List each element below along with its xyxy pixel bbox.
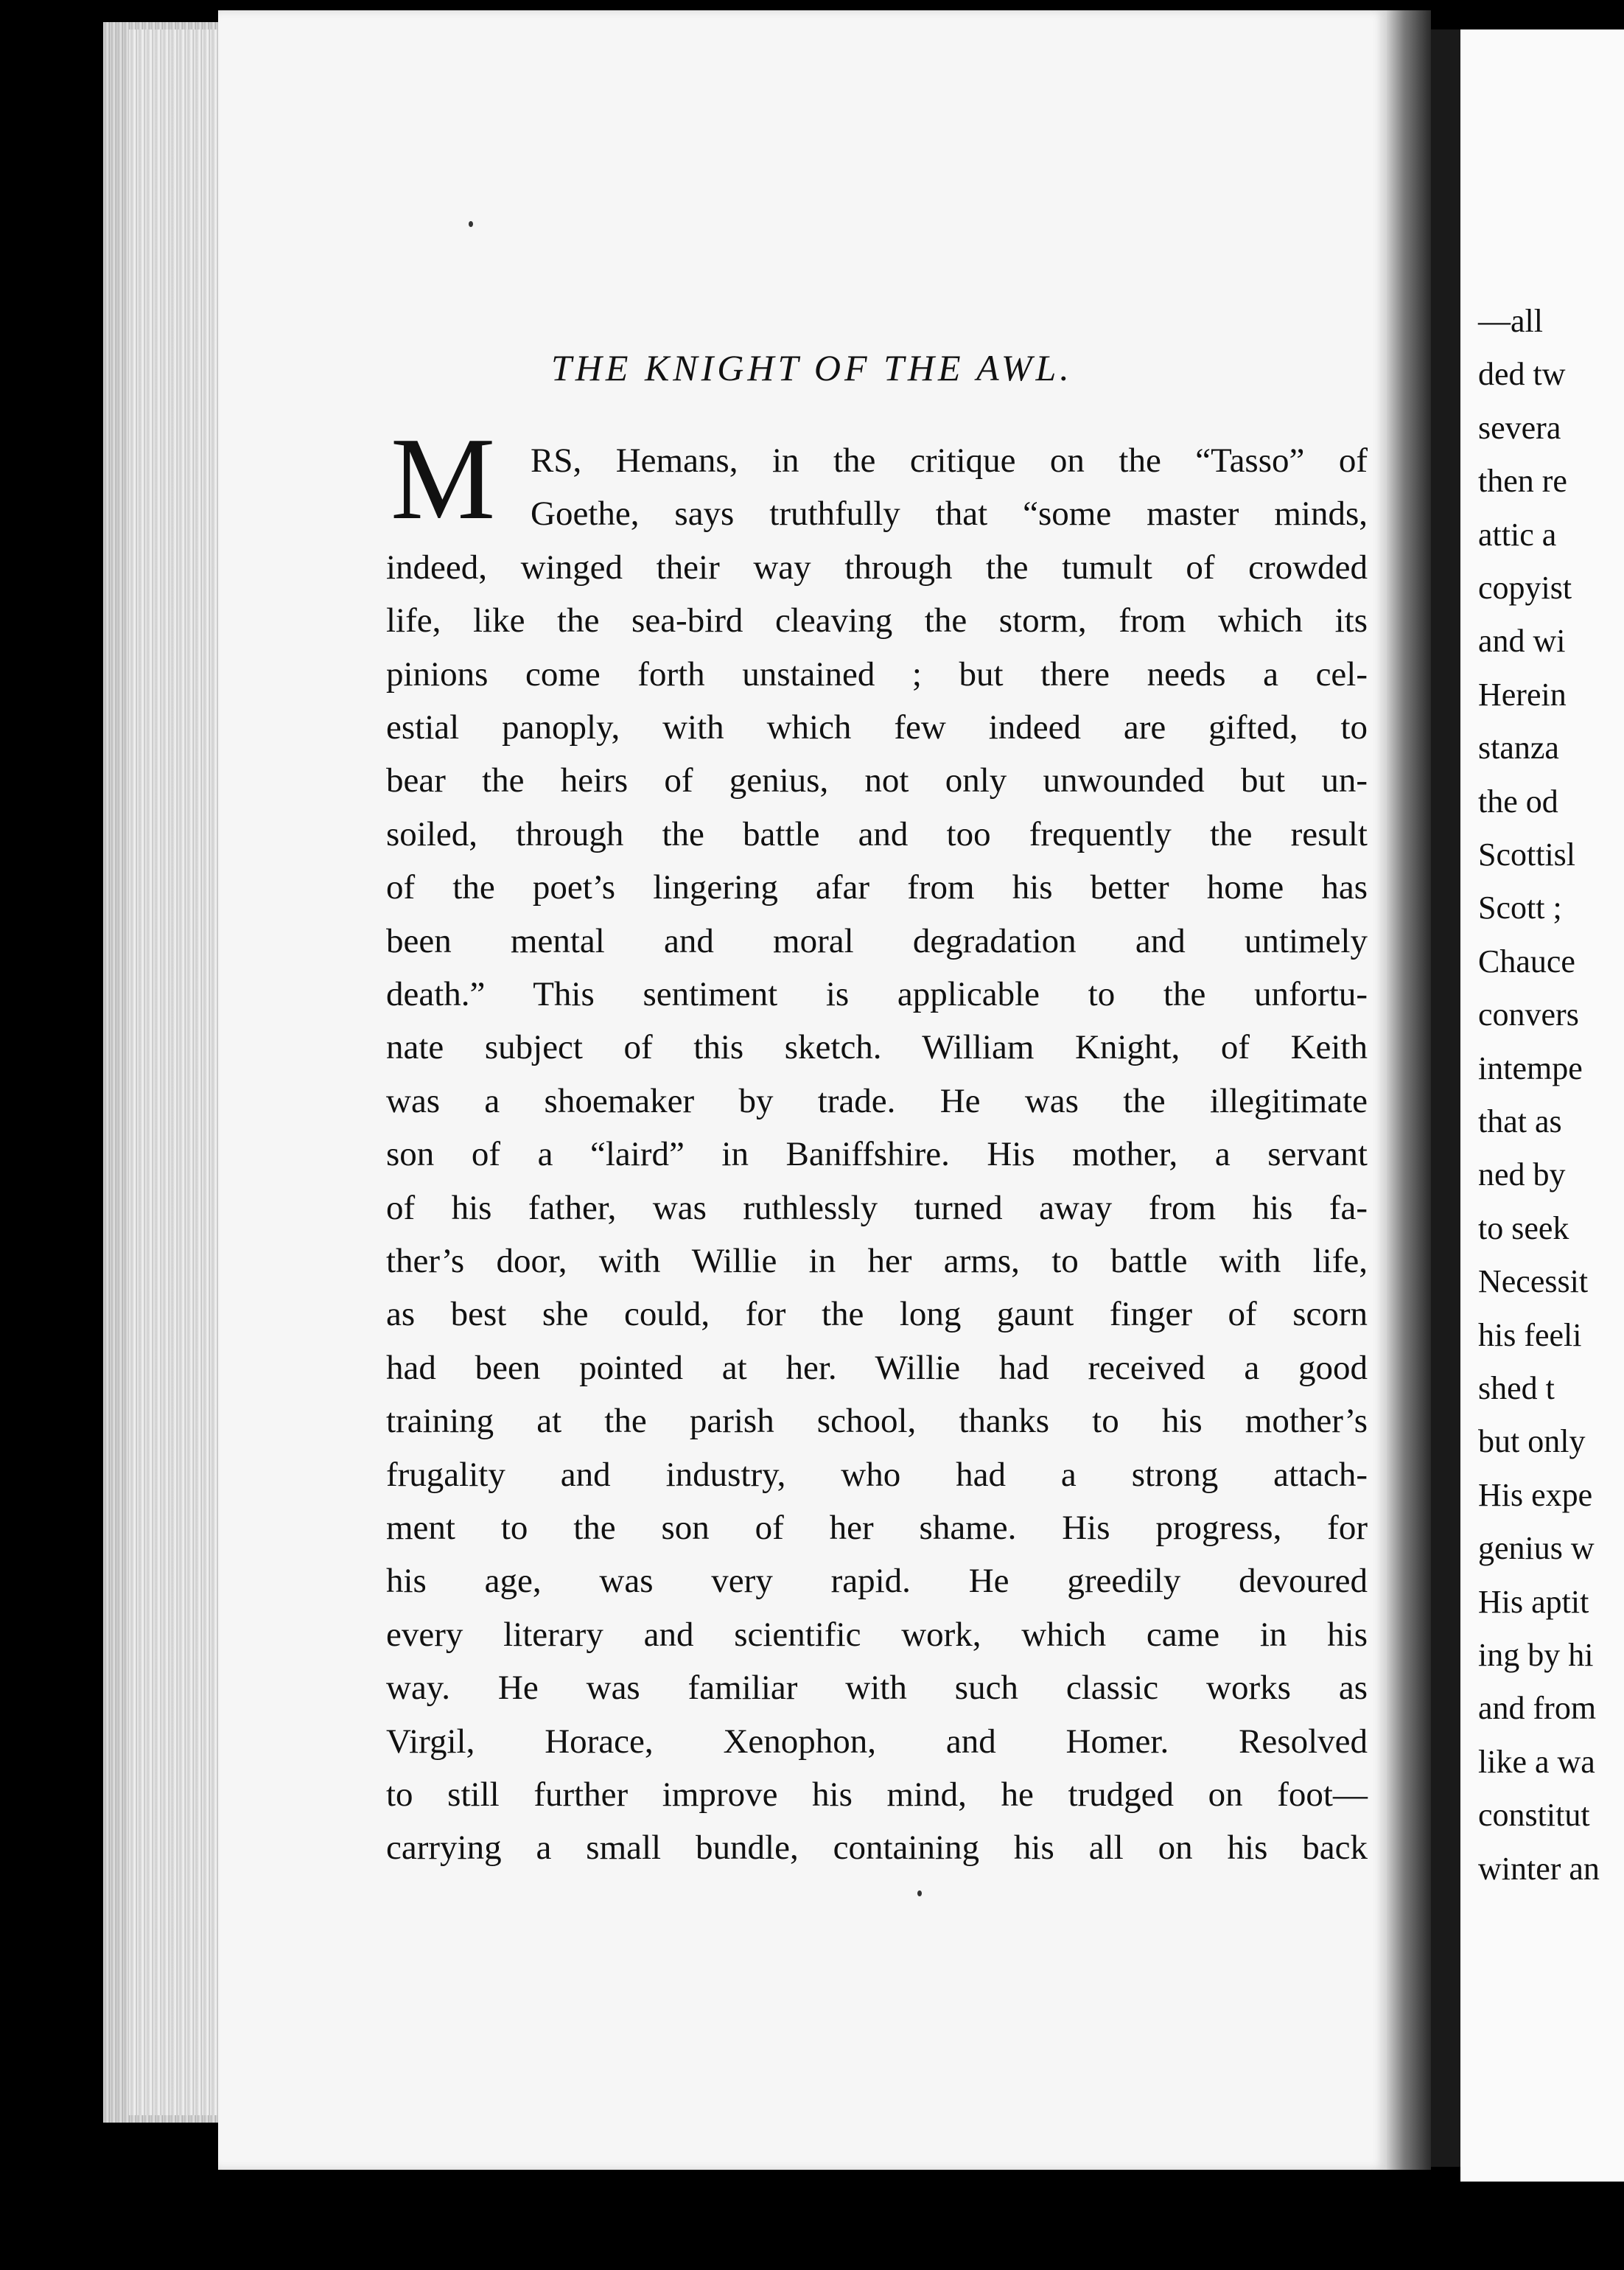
facing-text-line: and wi	[1478, 623, 1566, 660]
text-line: ther’s door, with Willie in her arms, to battle with life,	[386, 1242, 1368, 1280]
facing-text-line: His expe	[1478, 1476, 1593, 1513]
stacked-page-edges-inner	[129, 29, 217, 2115]
text-line: ment to the son of her shame. His progress, for	[386, 1509, 1368, 1547]
text-line: way. He was familiar with such classic works as	[386, 1669, 1368, 1708]
text-line: carrying a small bundle, containing his all on his back	[386, 1829, 1368, 1868]
facing-text-line: ing by hi	[1478, 1637, 1594, 1673]
text-line: bear the heirs of genius, not only unwounded but un-	[386, 761, 1368, 800]
facing-page	[1460, 29, 1624, 2182]
facing-text-line: constitut	[1478, 1797, 1590, 1834]
facing-text-line: —all	[1478, 303, 1543, 339]
facing-text-line: attic a	[1478, 516, 1557, 553]
text-line: as best she could, for the long gaunt finger of scorn	[386, 1295, 1368, 1334]
facing-text-line: winter an	[1478, 1850, 1600, 1887]
facing-text-line: copyist	[1478, 570, 1572, 606]
text-line: indeed, winged their way through the tumult of crowded	[386, 548, 1368, 587]
text-line: frugality and industry, who had a strong attach-	[386, 1455, 1368, 1494]
facing-text-line: convers	[1478, 996, 1579, 1033]
drop-cap: M	[391, 413, 496, 544]
book-fold-shadow	[1431, 29, 1460, 2167]
facing-text-line: the od	[1478, 783, 1558, 820]
facing-text-line: Necessit	[1478, 1263, 1589, 1300]
facing-text-line: genius w	[1478, 1530, 1595, 1567]
text-line: pinions come forth unstained ; but there needs a cel-	[386, 654, 1368, 694]
text-line: had been pointed at her. Willie had received a good	[386, 1348, 1368, 1387]
page-speck	[917, 1890, 922, 1896]
book-gutter	[1387, 10, 1431, 2170]
text-line: to still further improve his mind, he trudged on foot—	[386, 1775, 1368, 1814]
facing-text-line: then re	[1478, 463, 1567, 500]
facing-text-line: and from	[1478, 1690, 1597, 1727]
facing-text-line: that as	[1478, 1103, 1562, 1139]
facing-text-line: Chauce	[1478, 943, 1575, 979]
facing-text-line: shed t	[1478, 1370, 1555, 1406]
facing-text-line: like a wa	[1478, 1743, 1595, 1780]
facing-text-line: to seek	[1478, 1209, 1569, 1246]
text-line: every literary and scientific work, which came in his	[386, 1615, 1368, 1654]
text-line: Virgil, Horace, Xenophon, and Homer. Resolved	[386, 1722, 1368, 1761]
text-line: training at the parish school, thanks to his mother’s	[386, 1402, 1368, 1441]
text-line: was a shoemaker by trade. He was the illegitimate	[386, 1081, 1368, 1120]
page-speck	[469, 221, 473, 227]
text-line: of his father, was ruthlessly turned away from his fa-	[386, 1188, 1368, 1227]
text-line: Goethe, says truthfully that “some master minds,	[531, 495, 1368, 534]
facing-text-line: his feeli	[1478, 1316, 1582, 1353]
facing-text-line: Scott ;	[1478, 890, 1562, 926]
text-line: been mental and moral degradation and untimely	[386, 921, 1368, 960]
chapter-title: THE KNIGHT OF THE AWL.	[551, 347, 1073, 388]
text-line: estial panoply, with which few indeed are gifted, to	[386, 708, 1368, 747]
text-line: his age, was very rapid. He greedily devoured	[386, 1562, 1368, 1601]
facing-text-line: Scottisl	[1478, 837, 1576, 873]
text-line: RS, Hemans, in the critique on the “Tasso” of	[531, 441, 1368, 480]
facing-text-line: severa	[1478, 409, 1561, 446]
text-line: of the poet’s lingering afar from his better home has	[386, 868, 1368, 907]
facing-text-line: but only	[1478, 1423, 1586, 1460]
text-line: nate subject of this sketch. William Knight, of Keith	[386, 1028, 1368, 1067]
facing-text-line: intempe	[1478, 1050, 1583, 1086]
facing-text-line: ded tw	[1478, 356, 1566, 393]
facing-text-line: ned by	[1478, 1156, 1566, 1193]
facing-text-line: stanza	[1478, 730, 1559, 766]
facing-text-line: Herein	[1478, 676, 1567, 713]
text-line: death.” This sentiment is applicable to the unfortu-	[386, 975, 1368, 1013]
text-line: soiled, through the battle and too frequently the result	[386, 814, 1368, 853]
facing-text-line: His aptit	[1478, 1583, 1589, 1620]
text-line: life, like the sea-bird cleaving the storm, from which its	[386, 601, 1368, 640]
text-line: son of a “laird” in Baniffshire. His mother, a servant	[386, 1135, 1368, 1174]
